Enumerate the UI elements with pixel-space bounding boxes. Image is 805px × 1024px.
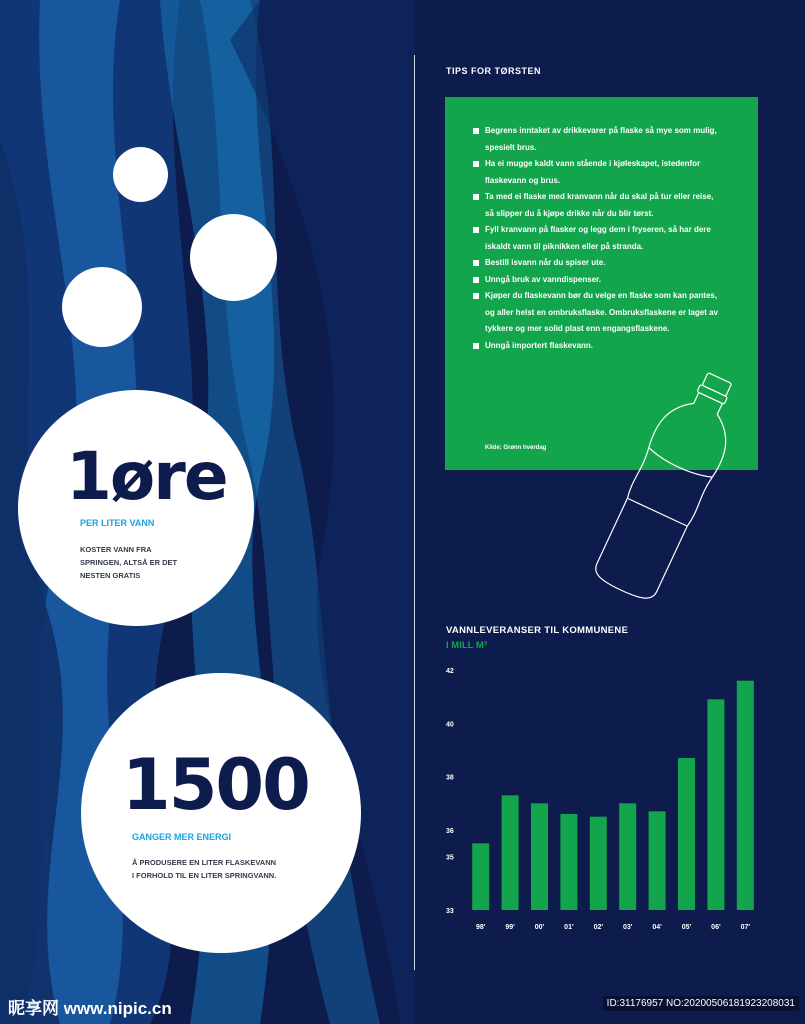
- tip-item: Bestill isvann når du spiser ute.: [473, 255, 723, 272]
- chart-bar: [531, 803, 548, 910]
- chart-bar: [707, 699, 724, 910]
- tips-title: TIPS FOR TØRSTEN: [446, 66, 542, 76]
- stat-price-number: 1øre: [66, 438, 227, 515]
- y-tick-label: 38: [446, 774, 454, 782]
- tip-item: Ha ei mugge kaldt vann stående i kjøleskapet, istedenfor flaskevann og brus.: [473, 156, 723, 189]
- chart-subtitle: I MILL M³: [446, 640, 487, 651]
- chart-title: VANNLEVERANSER TIL KOMMUNENE: [446, 625, 629, 636]
- watermark-id: ID:31176957 NO:20200506181923208031: [603, 996, 799, 1011]
- x-tick-label: 02': [593, 924, 604, 931]
- chart-bar: [649, 811, 666, 910]
- x-tick-label: 06': [711, 924, 721, 931]
- vertical-divider: [414, 55, 415, 970]
- watermark-site: 昵享网 www.nipic.cn: [8, 999, 172, 1018]
- bubble-small: [113, 147, 168, 202]
- tip-item: Kjøper du flaskevann bør du velge en flaske som kan pantes, og aller helst en ombruksflaske. Ombruksflaskene er laget av tykkere og mer solid plast enn engangsflaskene.: [473, 288, 723, 338]
- x-tick-label: 98': [475, 924, 486, 931]
- chart-bar: [590, 817, 607, 910]
- tips-source: Kilde: Grønn hverdag: [485, 445, 547, 451]
- tip-item: Unngå bruk av vanndispenser.: [473, 272, 723, 289]
- stat-energy-label: GANGER MER ENERGI: [132, 832, 232, 842]
- x-tick-label: 05': [681, 924, 692, 931]
- y-tick-label: 35: [446, 854, 454, 862]
- bubble-medium-left: [62, 267, 142, 347]
- tips-list: [473, 123, 723, 354]
- x-tick-label: 01': [564, 924, 574, 931]
- bottle-icon: [595, 365, 745, 605]
- y-tick-label: 42: [446, 668, 454, 675]
- chart-bar: [737, 681, 754, 910]
- x-tick-label: 00': [534, 924, 545, 931]
- stat-energy-description: Å PRODUSERE EN LITER FLASKEVANN I FORHOLD TIL EN LITER SPRINGVANN.: [132, 858, 277, 880]
- x-tick-label: 03': [622, 924, 633, 931]
- stat-price-label: PER LITER VANN: [80, 518, 155, 528]
- x-tick-label: 07': [740, 924, 751, 931]
- tip-item: Unngå importert flaskevann.: [473, 338, 723, 355]
- bar-chart: [440, 660, 780, 940]
- chart-bar: [678, 758, 695, 910]
- y-tick-label: 33: [446, 908, 454, 915]
- y-tick-label: 40: [446, 721, 454, 729]
- x-tick-label: 04': [652, 924, 662, 931]
- y-tick-label: 36: [446, 828, 454, 835]
- tip-item: Ta med ei flaske med kranvann når du skal på tur eller reise, så slipper du å kjøpe drikke når du blir tørst.: [473, 189, 723, 222]
- stat-price-description: KOSTER VANN FRA SPRINGEN, ALTSÅ ER DET NESTEN GRATIS: [80, 545, 178, 580]
- tip-item: Begrens inntaket av drikkevarer på flaske så mye som mulig, spesielt brus.: [473, 123, 723, 156]
- chart-bar: [472, 843, 489, 910]
- chart-bar: [619, 803, 636, 910]
- bubble-medium: [190, 214, 277, 301]
- chart-bar: [560, 814, 577, 910]
- tip-item: Fyll kranvann på flasker og legg dem i fryseren, så har dere iskaldt vann til piknikken eller på stranda.: [473, 222, 723, 255]
- x-tick-label: 99': [505, 924, 515, 931]
- stat-energy-number: 1500: [122, 744, 309, 826]
- chart-bar: [502, 795, 519, 910]
